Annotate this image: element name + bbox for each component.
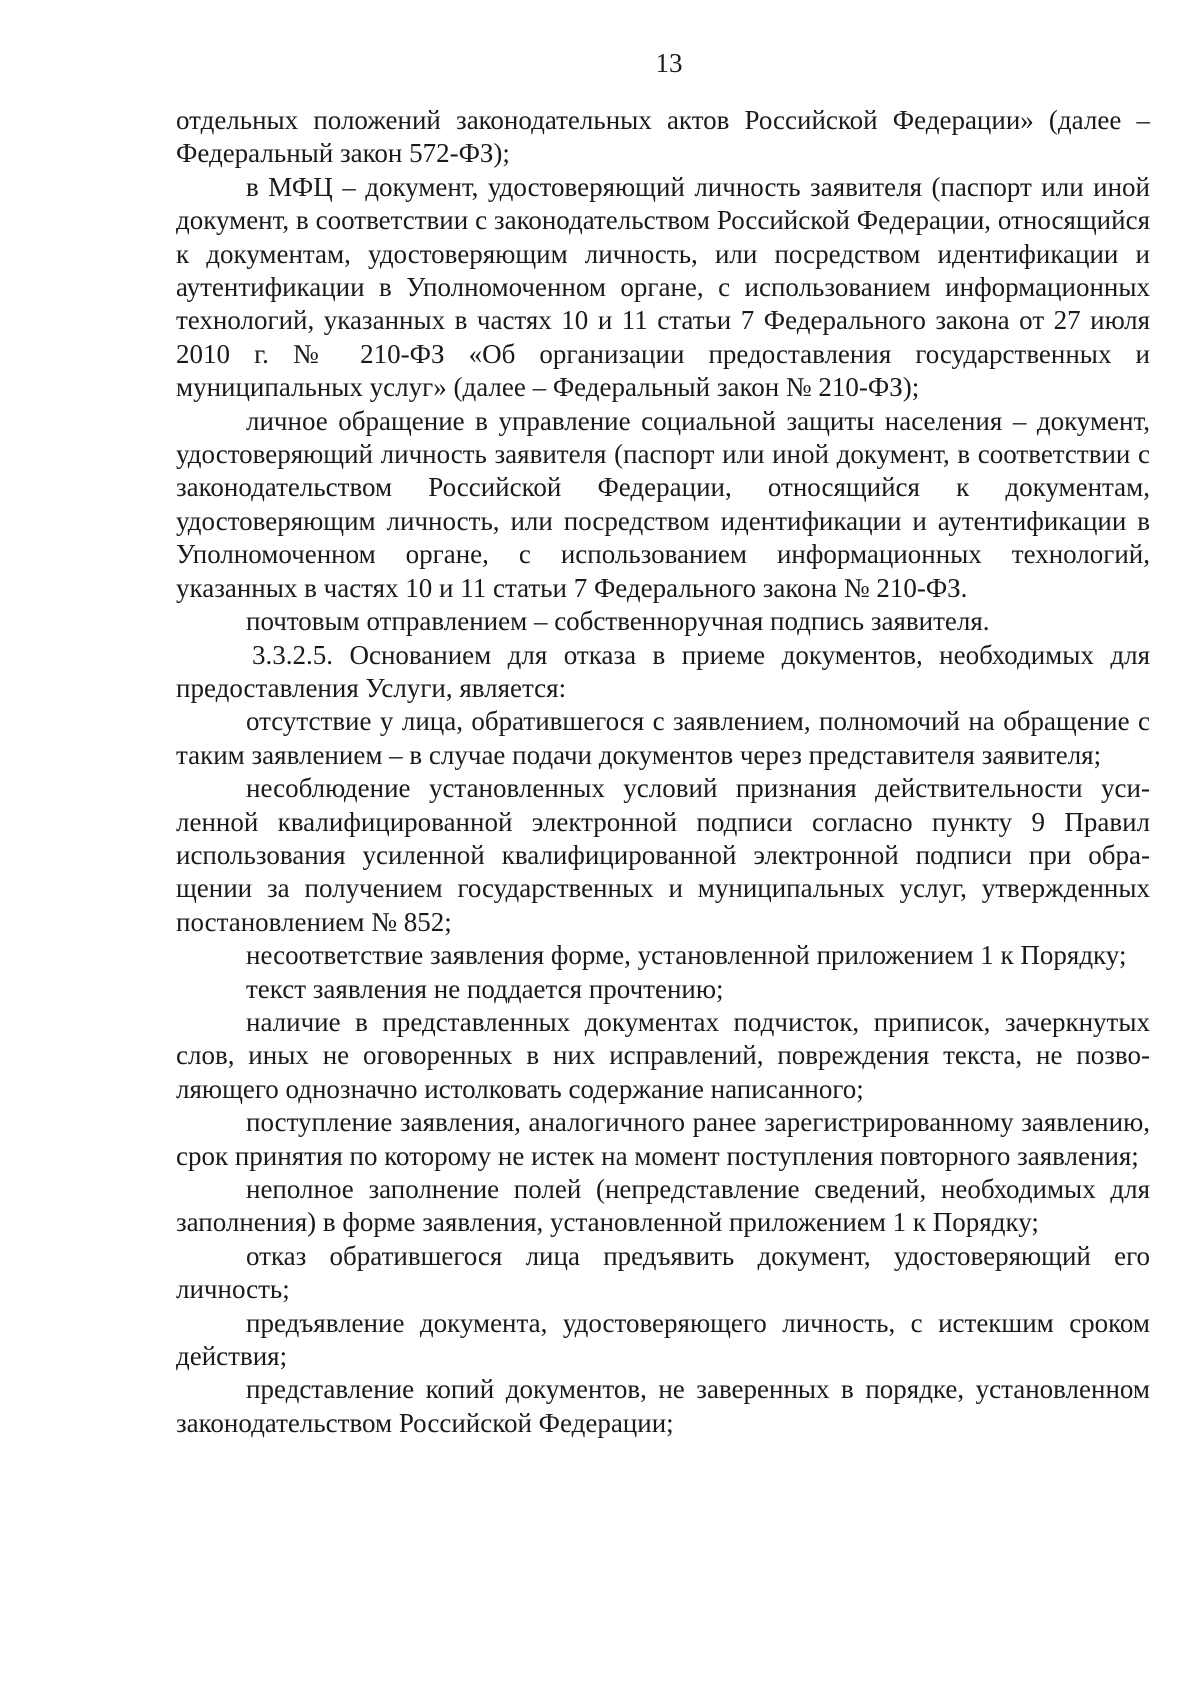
paragraph-mfc-identity: в МФЦ – документ, удостоверяющий личность заявителя (паспорт или иной документ, в соответствии с законодательством Российской Федерации, относящийся к документам, удостоверяющим личность, или посредством идентификации и аутентификации в Уполномоченном органе, с использованием информационных технологий, указанных в частях 10 и 11 статьи 7 Федерального закона от 27 июля 2010 г. № 210-ФЗ «Об организации предоставления государственных и муниципальных услуг» (далее – Федеральный закон № 210-ФЗ);: [176, 171, 1150, 403]
list-item: отсутствие у лица, обратившегося с заявлением, полномочий на обращение с таким заявлением – в случае подачи документов через представителя заявителя;: [176, 706, 1150, 770]
list-item: предъявление документа, удостоверяющего личность, с истекшим сроком действия;: [176, 1307, 1150, 1372]
list-item: несоответствие заявления форме, установленной приложением 1 к Порядку;: [246, 940, 1127, 971]
list-item: поступление заявления, аналогичного ранее зарегистрированному заявлению, срок принятия по которому не истек на момент поступления повторного заявления;: [176, 1107, 1150, 1171]
page-number: 13: [655, 48, 683, 78]
paragraph-continuation: отдельных положений законодательных актов Российской Федерации» (далее – Федеральный закон 572-ФЗ);: [176, 105, 1150, 169]
document-body: [176, 104, 1150, 1440]
list-item: несоблюдение установленных условий признания действительности усиленной квалифицированной электронной подписи согласно пункту 9 Правил использования усиленной квалифицированной электронной подписи при обращении за получением государственных и муниципальных услуг, утвержденных постановлением № 852;: [176, 773, 1150, 937]
list-item: представление копий документов, не заверенных в порядке, установленном законодательством Российской Федерации;: [176, 1374, 1150, 1438]
paragraph-section-3-3-2-5: 3.3.2.5. Основанием для отказа в приеме документов, необходимых для предоставления Услуги, является:: [176, 639, 1150, 703]
paragraph-personal-visit: личное обращение в управление социальной защиты населения – документ, удостоверяющий личность заявителя (паспорт или иной документ, в соответствии с законодательством Российской Федерации, относящийся к документам, удостоверяющим личность, или посредством идентификации и аутентификации в Уполномоченном органе, с использованием информационных технологий, указанных в частях 10 и 11 статьи 7 Федерального закона № 210-ФЗ.: [176, 405, 1150, 603]
paragraph-postal: почтовым отправлением – собственноручная подпись заявителя.: [246, 606, 990, 637]
list-item: наличие в представленных документах подчисток, приписок, зачеркнутых слов, иных не оговоренных в них исправлений, повреждения текста, не позволяющего однозначно истолковать содержание написанного;: [176, 1006, 1150, 1104]
list-item: отказ обратившегося лица предъявить документ, удостоверяющий его личность;: [176, 1240, 1150, 1305]
list-item: неполное заполнение полей (непредставление сведений, необходимых для заполнения) в форме заявления, установленной приложением 1 к Порядку;: [176, 1174, 1150, 1238]
list-item: текст заявления не поддается прочтению;: [246, 973, 724, 1004]
